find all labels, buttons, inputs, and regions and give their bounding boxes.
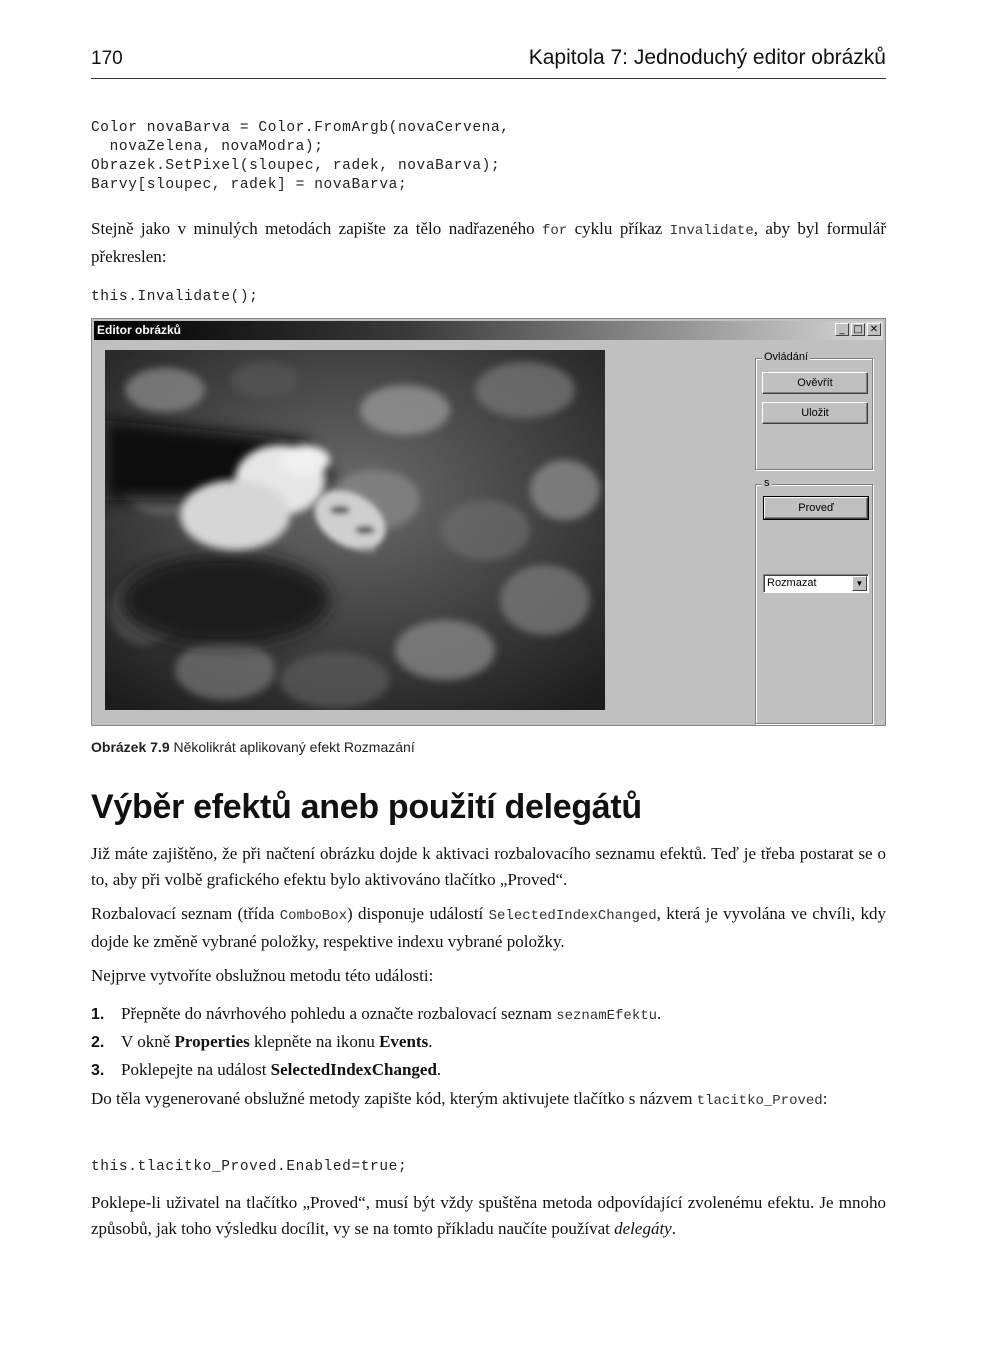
text-run: :: [822, 1089, 828, 1108]
inline-code: for: [542, 223, 568, 239]
text-run: klepněte na ikonu: [249, 1032, 380, 1051]
group-effects: [755, 477, 873, 724]
group-effects-caption: s: [764, 477, 770, 489]
blurred-photo-graphic: [105, 350, 605, 710]
inline-code: seznamEfektu: [556, 1008, 658, 1024]
inline-code: Invalidate: [669, 223, 754, 239]
blurred-photo: [105, 350, 605, 710]
paragraph-combobox: [91, 901, 886, 955]
text-run: cyklu příkaz: [567, 219, 670, 238]
text-run: V okně: [121, 1032, 175, 1051]
code-line: novaZelena, novaModra);: [91, 139, 324, 155]
editor-window-screenshot: [91, 318, 886, 726]
list-number: 2.: [91, 1034, 105, 1051]
code-block-setpixel: [91, 119, 510, 195]
list-item: [91, 1001, 886, 1029]
bold-term: SelectedIndexChanged: [270, 1060, 437, 1079]
save-button[interactable]: Uložit: [762, 402, 868, 424]
text-run: .: [428, 1032, 433, 1051]
paragraph-invalidate-intro: [91, 216, 886, 270]
code-line: Obrazek.SetPixel(sloupec, radek, novaBarva);: [91, 158, 501, 174]
code-line: Color novaBarva = Color.FromArgb(novaCervena,: [91, 120, 510, 136]
text-run: , aby byl formulář překreslen:: [91, 219, 886, 266]
text-run: , která je vyvolána ve chvíli, kdy dojde ke změně vybrané položky, respektive indexu vybrané položky.: [91, 904, 886, 951]
bold-term: Properties: [174, 1032, 250, 1051]
list-number: 1.: [91, 1006, 105, 1023]
inline-code: SelectedIndexChanged: [488, 908, 657, 924]
inline-code: ComboBox: [279, 908, 347, 924]
list-number: 3.: [91, 1062, 105, 1079]
minimize-icon[interactable]: _: [835, 323, 849, 336]
section-heading: Výběr efektů aneb použití delegátů: [91, 788, 642, 826]
code-invalidate: this.Invalidate();: [91, 289, 259, 305]
text-run: Stejně jako v minulých metodách zapište za tělo nadřazeného: [91, 219, 542, 238]
chapter-title: Kapitola 7: Jednoduchý editor obrázků: [528, 46, 886, 69]
italic-term: delegáty: [614, 1219, 672, 1238]
window-controls: [835, 323, 881, 336]
group-controls-caption: Ovládání: [764, 351, 809, 363]
code-line: Barvy[sloupec, radek] = novaBarva;: [91, 177, 408, 193]
run-effect-button[interactable]: Proveď: [764, 497, 868, 519]
maximize-icon[interactable]: □: [851, 323, 865, 336]
text-run: Poklepejte na událost: [121, 1060, 271, 1079]
inline-code: tlacitko_Proved: [696, 1093, 823, 1109]
figure-caption: [91, 739, 415, 755]
paragraph-delegates: [91, 1190, 886, 1242]
figure-label: Obrázek 7.9: [91, 739, 170, 755]
close-icon[interactable]: ✕: [867, 323, 881, 336]
window-titlebar: [94, 321, 883, 340]
chevron-down-icon[interactable]: ▼: [852, 576, 867, 591]
effect-combobox[interactable]: [763, 574, 869, 593]
effect-combobox-value: Rozmazat: [767, 577, 817, 589]
list-item: [91, 1057, 886, 1084]
code-enable-button: this.tlacitko_Proved.Enabled=true;: [91, 1159, 408, 1175]
text-run: Do těla vygenerované obslužné metody zapište kód, kterým aktivujete tlačítko s názvem: [91, 1089, 697, 1108]
paragraph-intro: Již máte zajištěno, že při načtení obrázku dojde k aktivaci rozbalovacího seznamu efektů. Teď je třeba postarat se o to, aby při volbě grafického efektu bylo aktivováno tlačítko „Proved“.: [91, 844, 886, 889]
open-button[interactable]: Ověvřít: [762, 372, 868, 394]
text-run: .: [657, 1004, 662, 1023]
text-run: .: [436, 1060, 442, 1079]
text-run: .: [671, 1219, 676, 1238]
window-title: Editor obrázků: [97, 323, 182, 337]
paragraph-first-step: Nejprve vytvoříte obslužnou metodu této události:: [91, 966, 434, 985]
text-run: Rozbalovací seznam (třída: [91, 904, 280, 923]
text-run: Poklepe-li uživatel na tlačítko „Proved“, musí být vždy spuštěna metoda odpovídající zvolenému efektu. Je mnoho způsobů, jak toho výsledku docílit, vy se na tomto příkladu naučíte používat: [91, 1193, 886, 1238]
figure-text: Několikrát aplikovaný efekt Rozmazání: [169, 739, 415, 755]
list-item: [91, 1029, 886, 1056]
text-run: Přepněte do návrhového pohledu a označte rozbalovací seznam: [121, 1004, 557, 1023]
text-run: ) disponuje událostí: [347, 904, 489, 923]
paragraph-enable-button: [91, 1086, 886, 1114]
bold-term: Events: [379, 1032, 429, 1051]
header-rule: [91, 78, 886, 79]
page-number: 170: [91, 48, 123, 69]
